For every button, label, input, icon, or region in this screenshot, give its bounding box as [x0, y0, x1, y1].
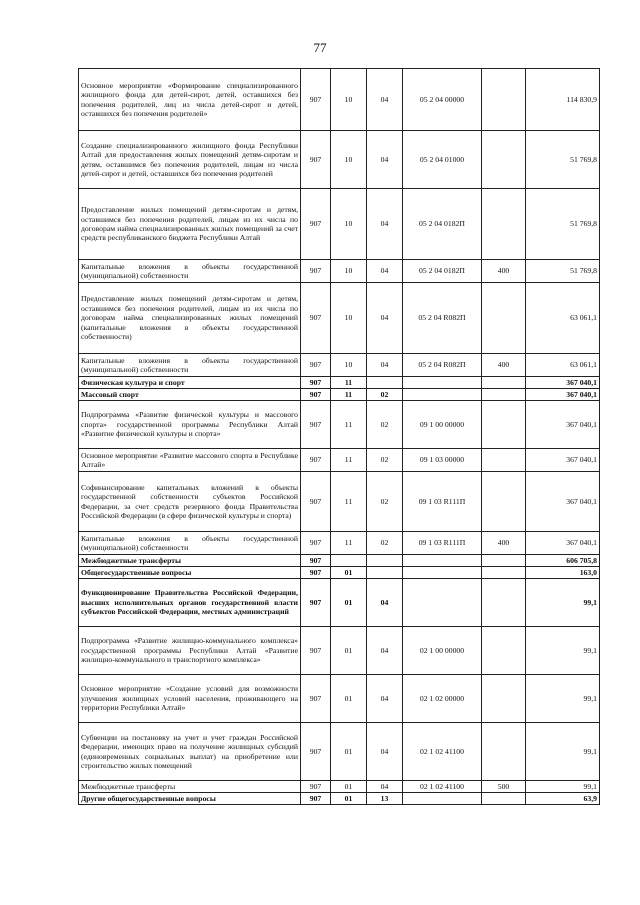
row-grbs-code: 907	[301, 401, 331, 449]
row-section-code: 01	[331, 579, 367, 627]
row-subsection-code: 04	[367, 781, 403, 793]
row-expense-type	[482, 389, 526, 401]
row-name: Основное мероприятие «Развитие массового спорта в Республике Алтай»	[79, 449, 301, 472]
budget-table	[78, 68, 600, 805]
row-name: Физическая культура и спорт	[79, 377, 301, 389]
row-name: Софинансирование капитальных вложений в объекты государственной собственности субъектов Российской Федерации, за счет средств резервного фонда Правительства Российской Федерации (в сфере физической культуры и спорта)	[79, 472, 301, 532]
row-grbs-code: 907	[301, 793, 331, 805]
row-target-article	[403, 389, 482, 401]
row-subsection-code: 02	[367, 401, 403, 449]
table-row	[79, 189, 600, 260]
row-amount: 51 769,8	[526, 260, 600, 283]
row-expense-type: 500	[482, 781, 526, 793]
row-amount: 99,1	[526, 675, 600, 723]
row-subsection-code: 04	[367, 69, 403, 131]
row-section-code: 10	[331, 260, 367, 283]
row-target-article	[403, 579, 482, 627]
budget-table-body	[79, 69, 600, 805]
row-expense-type	[482, 627, 526, 675]
table-row	[79, 555, 600, 567]
row-amount: 63,9	[526, 793, 600, 805]
row-amount: 163,0	[526, 567, 600, 579]
table-row	[79, 131, 600, 189]
row-amount: 99,1	[526, 781, 600, 793]
table-row	[79, 579, 600, 627]
row-target-article: 05 2 04 00000	[403, 69, 482, 131]
row-section-code: 10	[331, 69, 367, 131]
row-section-code: 10	[331, 283, 367, 354]
row-name: Капитальные вложения в объекты государственной (муниципальной) собственности	[79, 260, 301, 283]
row-grbs-code: 907	[301, 389, 331, 401]
row-target-article: 02 1 00 00000	[403, 627, 482, 675]
row-expense-type	[482, 723, 526, 781]
row-name: Массовый спорт	[79, 389, 301, 401]
table-row	[79, 69, 600, 131]
row-amount: 63 061,1	[526, 283, 600, 354]
row-grbs-code: 907	[301, 627, 331, 675]
row-grbs-code: 907	[301, 69, 331, 131]
row-grbs-code: 907	[301, 189, 331, 260]
row-target-article: 02 1 02 41100	[403, 723, 482, 781]
row-target-article: 05 2 04 0182П	[403, 189, 482, 260]
row-grbs-code: 907	[301, 472, 331, 532]
row-name: Другие общегосударственные вопросы	[79, 793, 301, 805]
row-amount: 367 040,1	[526, 472, 600, 532]
table-row	[79, 377, 600, 389]
table-row	[79, 260, 600, 283]
row-amount: 367 040,1	[526, 532, 600, 555]
row-amount: 367 040,1	[526, 377, 600, 389]
row-section-code: 10	[331, 131, 367, 189]
row-section-code: 11	[331, 532, 367, 555]
row-subsection-code: 04	[367, 131, 403, 189]
row-expense-type	[482, 377, 526, 389]
row-grbs-code: 907	[301, 567, 331, 579]
row-section-code: 01	[331, 675, 367, 723]
row-amount: 367 040,1	[526, 401, 600, 449]
row-section-code: 01	[331, 627, 367, 675]
row-name: Капитальные вложения в объекты государственной (муниципальной) собственности	[79, 532, 301, 555]
row-name: Субвенции на постановку на учет и учет граждан Российской Федерации, имеющих право на получение жилищных субсидий (единовременных социальных выплат) на приобретение или строительство жилых помещений	[79, 723, 301, 781]
row-subsection-code	[367, 377, 403, 389]
row-target-article: 09 1 00 00000	[403, 401, 482, 449]
row-grbs-code: 907	[301, 723, 331, 781]
row-target-article: 02 1 02 00000	[403, 675, 482, 723]
row-name: Межбюджетные трансферты	[79, 781, 301, 793]
row-target-article: 05 2 04 R082П	[403, 354, 482, 377]
row-amount: 367 040,1	[526, 449, 600, 472]
row-grbs-code: 907	[301, 377, 331, 389]
row-expense-type	[482, 472, 526, 532]
table-row	[79, 723, 600, 781]
row-subsection-code: 04	[367, 283, 403, 354]
row-expense-type	[482, 555, 526, 567]
row-name: Общегосударственные вопросы	[79, 567, 301, 579]
row-section-code: 11	[331, 472, 367, 532]
row-expense-type	[482, 131, 526, 189]
row-target-article: 09 1 03 R111П	[403, 472, 482, 532]
row-subsection-code: 04	[367, 723, 403, 781]
table-row	[79, 675, 600, 723]
row-amount: 99,1	[526, 627, 600, 675]
row-name: Основное мероприятие «Создание условий для возможности улучшения жилищных условий населения, проживающего на территории Республики Алтай»	[79, 675, 301, 723]
row-subsection-code: 04	[367, 189, 403, 260]
row-name: Предоставление жилых помещений детям-сиротам и детям, оставшимся без попечения родителей, лицам из их числа по договорам найма специализированных жилых помещений за счет средств республиканского бюджета Республики Алтай	[79, 189, 301, 260]
row-amount: 63 061,1	[526, 354, 600, 377]
table-row	[79, 472, 600, 532]
row-grbs-code: 907	[301, 579, 331, 627]
row-expense-type	[482, 401, 526, 449]
row-expense-type	[482, 579, 526, 627]
row-name: Межбюджетные трансферты	[79, 555, 301, 567]
row-expense-type	[482, 69, 526, 131]
row-name: Создание специализированного жилищного фонда Республики Алтай для предоставления жилых помещений детям-сиротам и детям, оставшимся без попечения родителей, лицам из числа детей-сирот и детей, оставшихся без попечения родителей	[79, 131, 301, 189]
row-section-code	[331, 555, 367, 567]
row-section-code: 01	[331, 723, 367, 781]
row-grbs-code: 907	[301, 781, 331, 793]
row-amount: 367 040,1	[526, 389, 600, 401]
row-target-article: 05 2 04 01000	[403, 131, 482, 189]
row-grbs-code: 907	[301, 555, 331, 567]
row-name: Подпрограмма «Развитие жилищно-коммунального комплекса» государственной программы Республики Алтай «Развитие жилищно-коммунального и транспортного комплекса»	[79, 627, 301, 675]
table-row	[79, 283, 600, 354]
row-subsection-code: 04	[367, 627, 403, 675]
row-grbs-code: 907	[301, 354, 331, 377]
row-target-article	[403, 567, 482, 579]
row-subsection-code: 02	[367, 532, 403, 555]
row-section-code: 11	[331, 377, 367, 389]
row-amount: 51 769,8	[526, 189, 600, 260]
table-row	[79, 354, 600, 377]
row-section-code: 01	[331, 567, 367, 579]
row-section-code: 11	[331, 449, 367, 472]
row-subsection-code: 04	[367, 354, 403, 377]
row-amount: 114 830,9	[526, 69, 600, 131]
row-name: Подпрограмма «Развитие физической культуры и массового спорта» государственной программы Республики Алтай «Развитие физической культуры и спорта»	[79, 401, 301, 449]
row-subsection-code: 04	[367, 260, 403, 283]
row-grbs-code: 907	[301, 283, 331, 354]
row-section-code: 01	[331, 781, 367, 793]
row-target-article: 09 1 03 00000	[403, 449, 482, 472]
page-number: 77	[313, 40, 327, 55]
row-expense-type	[482, 189, 526, 260]
row-expense-type	[482, 793, 526, 805]
row-subsection-code: 04	[367, 675, 403, 723]
row-target-article	[403, 377, 482, 389]
row-target-article	[403, 793, 482, 805]
row-section-code: 11	[331, 389, 367, 401]
row-section-code: 11	[331, 401, 367, 449]
row-expense-type: 400	[482, 260, 526, 283]
table-row	[79, 793, 600, 805]
row-amount: 99,1	[526, 579, 600, 627]
table-row	[79, 567, 600, 579]
row-amount: 99,1	[526, 723, 600, 781]
row-grbs-code: 907	[301, 532, 331, 555]
row-grbs-code: 907	[301, 449, 331, 472]
row-subsection-code: 13	[367, 793, 403, 805]
row-expense-type	[482, 283, 526, 354]
row-name: Функционирование Правительства Российской Федерации, высших исполнительных органов государственной власти субъектов Российской Федерации, местных администраций	[79, 579, 301, 627]
row-section-code: 10	[331, 189, 367, 260]
table-row	[79, 389, 600, 401]
row-expense-type: 400	[482, 532, 526, 555]
row-grbs-code: 907	[301, 675, 331, 723]
table-row	[79, 781, 600, 793]
row-name: Основное мероприятие «Формирование специализированного жилищного фонда для детей-сирот, детей, оставшихся без попечения родителей, лиц из числа детей-сирот и детей, оставшихся без попечения родителей»	[79, 69, 301, 131]
row-target-article: 02 1 02 41100	[403, 781, 482, 793]
row-subsection-code: 02	[367, 472, 403, 532]
row-name: Капитальные вложения в объекты государственной (муниципальной) собственности	[79, 354, 301, 377]
row-section-code: 01	[331, 793, 367, 805]
table-row	[79, 401, 600, 449]
row-subsection-code	[367, 567, 403, 579]
table-row	[79, 627, 600, 675]
row-section-code: 10	[331, 354, 367, 377]
row-expense-type	[482, 675, 526, 723]
table-row	[79, 532, 600, 555]
row-expense-type	[482, 567, 526, 579]
row-expense-type: 400	[482, 354, 526, 377]
row-subsection-code: 02	[367, 389, 403, 401]
row-subsection-code	[367, 555, 403, 567]
row-grbs-code: 907	[301, 131, 331, 189]
row-expense-type	[482, 449, 526, 472]
row-target-article: 05 2 04 0182П	[403, 260, 482, 283]
row-target-article: 09 1 03 R111П	[403, 532, 482, 555]
row-target-article	[403, 555, 482, 567]
row-target-article: 05 2 04 R082П	[403, 283, 482, 354]
table-row	[79, 449, 600, 472]
row-grbs-code: 907	[301, 260, 331, 283]
row-subsection-code: 04	[367, 579, 403, 627]
row-name: Предоставление жилых помещений детям-сиротам и детям, оставшимся без попечения родителей, лицам из их числа по договорам найма специализированных жилых помещений (капитальные вложения в объекты государственной собственности)	[79, 283, 301, 354]
row-subsection-code: 02	[367, 449, 403, 472]
row-amount: 606 705,8	[526, 555, 600, 567]
row-amount: 51 769,8	[526, 131, 600, 189]
